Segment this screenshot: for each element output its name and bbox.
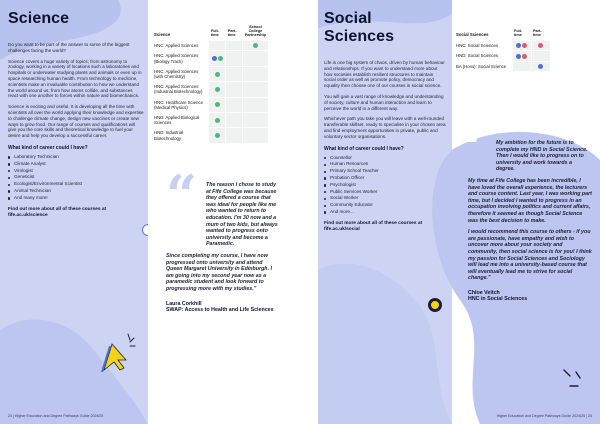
career-item: Primary School Teacher (324, 168, 446, 175)
campus-dot-icon (215, 72, 220, 77)
study-mode-cell (243, 97, 268, 112)
career-item: Probation Officer (324, 175, 446, 182)
course-row (454, 61, 550, 71)
campus-dot-icon (215, 118, 220, 123)
study-mode-cell (243, 41, 268, 51)
study-mode-cell (209, 128, 226, 143)
table-header: Full-time (514, 29, 523, 37)
find-out-more-link[interactable]: Find out more about all of these courses at fife.ac.uk/social (324, 220, 423, 232)
course-row (152, 97, 268, 112)
study-mode-cell (243, 128, 268, 143)
body-paragraph: Whichever path you take you will leave with a well-rounded transferable skillset, ready to specialise in your chosen area and find employment opportunities in private, public and voluntary sector organisations. (324, 116, 446, 139)
course-name: BA (Hons): Social Science (454, 61, 512, 71)
careers-heading: What kind of career could I have? (324, 145, 404, 152)
course-row (454, 41, 550, 51)
decorative-blob-bottom (318, 250, 452, 424)
campus-dot-icon (215, 133, 220, 138)
course-row (152, 112, 268, 127)
course-row (152, 128, 268, 143)
campus-dot-icon (516, 54, 521, 59)
table-header: Part-time (533, 29, 542, 37)
course-name: HND: Industrial Biotechnology (152, 128, 209, 143)
study-mode-cell (226, 82, 243, 97)
study-mode-cell (512, 61, 531, 71)
study-mode-cell (531, 61, 550, 71)
campus-dot-icon (215, 102, 220, 107)
study-mode-cell (209, 51, 226, 66)
career-item: Counsellor (324, 155, 446, 162)
campus-dot-icon (218, 56, 223, 61)
study-mode-cell (243, 112, 268, 127)
study-mode-cell (226, 128, 243, 143)
careers-heading: What kind of career could I have? (8, 144, 88, 151)
course-name: HNC: Social Sciences (454, 41, 512, 51)
career-item: Human Resources (324, 161, 446, 168)
body-paragraph: Science covers a huge variety of topics; from astronomy to zoology, working in a variety of locations such a laboratories and hospitals or underwater studying plants and animals or even up in space researching human health. From technology to medicine, scientists make an invaluable contribution to how we understand the world around us; from how atoms collide, and substances react with one another to forces within nature and biomechanics. (8, 58, 142, 99)
career-item: Social Worker (324, 195, 446, 202)
career-item: Climate Analyst (8, 161, 144, 168)
study-mode-cell (243, 51, 268, 66)
social-course-table (454, 26, 550, 71)
study-mode-cell (209, 41, 226, 51)
study-mode-cell (531, 51, 550, 61)
quote-author-course: SWAP: Access to Health and Life Sciences (166, 307, 274, 314)
quote-text: The reason I chose to study at Fife College was because they offered a course that was ideal for people like me who wanted to return to education. I'm 30 now and a mum of two kids, but always wanted to progress onto university and become a Paramedic. (206, 182, 278, 248)
body-paragraph: Life is one big system of chaos, driven by human behaviour and relationships. If you want to understand more about how societies establish resilient structures to maintain social order as well as promote policy, democracy and equality then choose one of our courses in social science. (324, 60, 445, 89)
campus-dot-icon (538, 43, 543, 48)
careers-list (8, 154, 144, 202)
campus-dot-icon (212, 56, 217, 61)
find-out-more-link[interactable]: Find out more about all of these courses at fife.ac.uk/science (8, 206, 107, 218)
cursor-arrow-icon (96, 330, 138, 374)
study-mode-cell (243, 82, 268, 97)
table-header: Full-time (210, 29, 219, 37)
course-name: HNC: Healthcare Science (Medical Physics) (152, 97, 209, 112)
quote-author: Laura Corkhill (166, 300, 202, 307)
course-name: HNC: Applied Sciences (with Chemistry) (152, 66, 209, 81)
body-paragraph: You will gain a vast range of knowledge and understanding of society, culture and human interaction and learn to perceive the world in a different way. (324, 93, 444, 111)
career-item: Psychologist (324, 182, 446, 189)
decorative-yellow-ring (428, 298, 442, 312)
course-row (152, 41, 268, 51)
quote-text: I would recommend this course to others - if you are passionate, have empathy and wish to uncover more about your society and community, then social science is for you! I think my passion for Social Sciences and Sociology will lead me into a university-based course that will eventually lead me to strive for social change." (468, 229, 592, 282)
study-mode-cell (209, 97, 226, 112)
intro-paragraph: Do you want to be part of the answer to some of the biggest challenges facing the world? (8, 42, 130, 53)
study-mode-cell (226, 97, 243, 112)
campus-dot-icon (215, 87, 220, 92)
career-item: Community Educator (324, 202, 446, 209)
course-row (152, 82, 268, 97)
study-mode-cell (226, 66, 243, 81)
open-quote-icon: “ (450, 112, 486, 185)
careers-list (324, 155, 446, 216)
career-item: Virologist (8, 168, 144, 175)
page-footer: Higher Education and Degree Pathways Guide 2024/25 | 25 (496, 414, 592, 418)
career-item: Laboratory Technician (8, 154, 144, 161)
page-title: Science (8, 10, 70, 27)
study-mode-cell (512, 41, 531, 51)
science-course-table (152, 22, 268, 143)
study-mode-cell (209, 82, 226, 97)
science-intro-column (8, 10, 144, 219)
study-mode-cell (226, 41, 243, 51)
table-header: Part-time (227, 29, 237, 37)
career-item: And many more! (8, 195, 144, 202)
page-title: Social Sciences (324, 10, 395, 45)
course-row (152, 66, 268, 81)
quote-text: My time at Fife College has been incredible, I have loved the overall experience, the lecturers and course content. Last year, I was working part time, but I decided I wanted to progress in an occupation involving politics and current affairs, therefore it seemed as though Social Science was the best decision to make. (468, 177, 592, 224)
open-quote-icon: “ (166, 163, 198, 227)
campus-dot-icon (538, 64, 543, 69)
quote-author-course: HNC in Social Sciences (468, 296, 528, 303)
decorative-spark-lines (560, 366, 590, 394)
career-item: Ecologist/Environmental Scientist (8, 181, 144, 188)
quote-author: Chloe Veitch (468, 289, 500, 296)
campus-dot-icon (522, 54, 527, 59)
course-name: HNC: Applied Sciences (Biology Track) (152, 51, 209, 66)
testimonial-chloe (468, 140, 592, 303)
campus-dot-icon (253, 43, 258, 48)
body-paragraph: Science is exciting and useful. It is developing all the time with scientists all over the world applying their knowledge and expertise to challenge climate change, design new vaccines or create new ways to grow food. Our range of courses and qualifications will give you the core skills and theoretical knowledge to fuel your desire and help you develop a successful career. (8, 104, 144, 139)
campus-dot-icon (522, 43, 527, 48)
table-header: Science (154, 32, 171, 37)
course-name: HNC: Applied Sciences (152, 41, 209, 51)
career-item: Animal Technician (8, 188, 144, 195)
career-item: Geneticist (8, 174, 144, 181)
career-item: And more... (324, 209, 446, 216)
study-mode-cell (243, 66, 268, 81)
quote-text: Since completing my course, I have now progressed onto university and attend Queen Margaret University in Edinburgh. I am going into my second year now as a paramedic student and look forward to progressing more with my studies." (166, 252, 272, 292)
testimonial-laura (166, 182, 278, 314)
study-mode-cell (209, 66, 226, 81)
course-name: HND: Social Sciences (454, 51, 512, 61)
course-row (454, 51, 550, 61)
social-intro-column (324, 10, 446, 233)
campus-dot-icon (516, 43, 521, 48)
table-header: School College Partnership (244, 25, 266, 37)
course-name: HND: Applied Biological Sciences (152, 112, 209, 127)
study-mode-cell (512, 51, 531, 61)
study-mode-cell (209, 112, 226, 127)
study-mode-cell (226, 51, 243, 66)
career-item: Public Services Worker (324, 189, 446, 196)
quote-text: My ambition for the future is to complete my HND in Social Science. Then I would like to progress on to university and work towards a degree. (496, 140, 588, 173)
social-sciences-page (300, 0, 600, 424)
course-name: HNC: Applied Sciences (Industrial Biotechnology) (152, 82, 209, 97)
study-mode-cell (531, 41, 550, 51)
page-footer: 24 | Higher Education and Degree Pathways Guide 2024/25 (8, 414, 104, 418)
table-header: Social Sciences (456, 32, 489, 37)
study-mode-cell (226, 112, 243, 127)
course-row (152, 51, 268, 66)
